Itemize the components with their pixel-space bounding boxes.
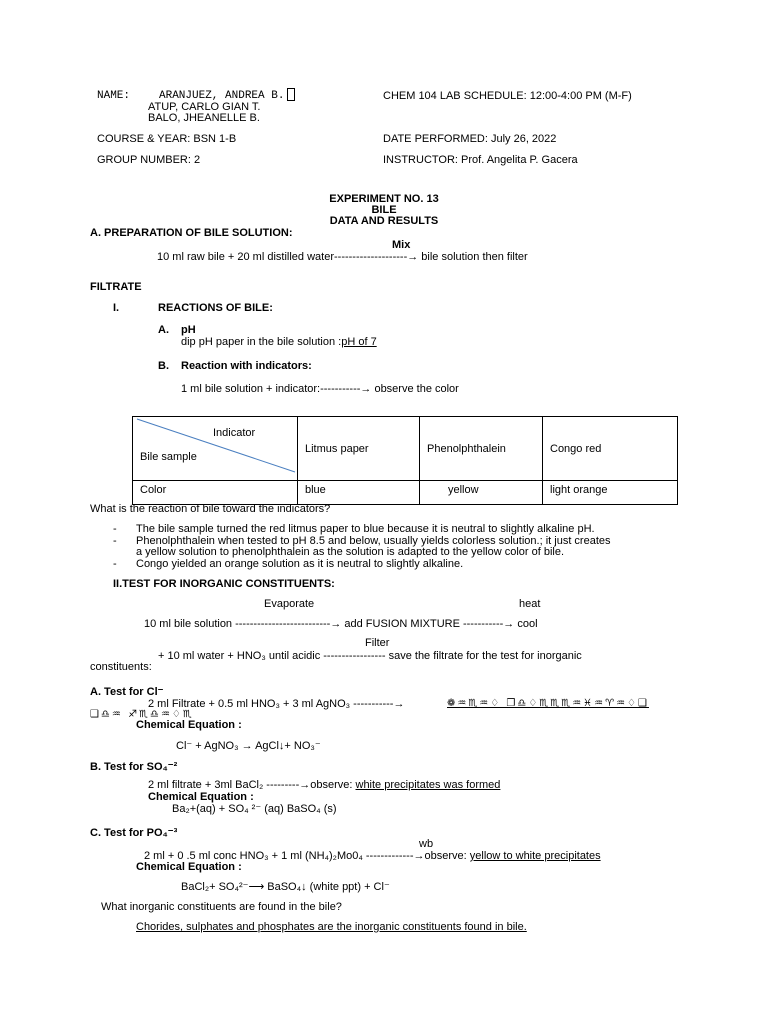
table-header-row: [133, 417, 678, 481]
test-cl-heading: A. Test for Cl⁻: [90, 686, 164, 698]
answer-3-line-1: Congo yielded an orange solution as it is neutral to slightly alkaline.: [136, 558, 464, 570]
test-cl-garbled-2: ❑♎♒ ♐♏♎♒♢♏: [90, 709, 194, 720]
mix-label: Mix: [392, 239, 411, 251]
instructor: INSTRUCTOR: Prof. Angelita P. Gacera: [383, 154, 578, 166]
cell-phenolphthalein: yellow: [420, 481, 543, 505]
bullet-dash: -: [113, 558, 117, 570]
group-number: GROUP NUMBER: 2: [97, 154, 201, 166]
section-title: DATA AND RESULTS: [329, 215, 439, 227]
ph-letter: A.: [158, 324, 169, 336]
test-cl-procedure: 2 ml Filtrate + 0.5 ml HNO₃ + 3 ml AgNO₃ -----------→: [148, 698, 405, 710]
experiment-title: EXPERIMENT NO. 13: [329, 193, 439, 205]
test-po4-heading: C. Test for PO₄⁻³: [90, 827, 178, 839]
test-so4-equation: Ba₂+(aq) + SO₄ ²⁻ (aq) BaSO₄ (s): [172, 803, 337, 815]
bullet-dash: -: [113, 523, 117, 535]
diagonal-bottom-label: Bile sample: [140, 451, 197, 463]
student-name-2: ATUP, CARLO GIAN T.: [148, 101, 261, 113]
test-cl-eq-label: Chemical Equation :: [136, 719, 242, 731]
row-label-color: Color: [133, 481, 298, 505]
test-po4-eq-label: Chemical Equation :: [136, 861, 242, 873]
part-a-procedure: 10 ml raw bile + 20 ml distilled water--------------------→ bile solution then filter: [157, 251, 528, 263]
reactions-heading: REACTIONS OF BILE:: [158, 302, 273, 314]
heat-label: heat: [519, 598, 541, 610]
cell-litmus: blue: [298, 481, 420, 505]
ph-label: pH: [181, 324, 196, 336]
filtrate-heading: FILTRATE: [90, 281, 142, 293]
indicator-label: Reaction with indicators:: [181, 360, 312, 372]
inorganic-line-1: 10 ml bile solution --------------------------→ add FUSION MIXTURE -----------→ cool: [144, 618, 538, 630]
ph-procedure: [181, 336, 377, 348]
indicator-procedure: 1 ml bile solution + indicator:-----------→ observe the color: [181, 383, 459, 395]
filter-label: Filter: [365, 637, 390, 649]
inorganic-line-2: + 10 ml water + HNO₃ until acidic ----------------- save the filtrate for the test for inorganic: [158, 650, 582, 662]
student-name-3: BALO, JHEANELLE B.: [148, 112, 260, 124]
date-performed: DATE PERFORMED: July 26, 2022: [383, 133, 557, 145]
header-congo-red: Congo red: [543, 417, 678, 481]
experiment-subject: BILE: [371, 204, 397, 216]
wb-label: wb: [419, 838, 434, 850]
test-po4-equation: BaCl₂+ SO₄²⁻⟶ BaSO₄↓ (white ppt) + Cl⁻: [181, 881, 390, 893]
name-label: NAME:: [97, 90, 131, 102]
test-cl-equation: Cl⁻ + AgNO₃ → AgCl↓+ NO₃⁻: [176, 740, 321, 752]
question-2: What inorganic constituents are found in the bile?: [101, 901, 342, 913]
text-cursor-box: [287, 88, 295, 101]
answer-1-line-1: The bile sample turned the red litmus paper to blue because it is neutral to slightly alkaline pH.: [136, 523, 595, 535]
part-a-heading: A. PREPARATION OF BILE SOLUTION:: [90, 227, 293, 239]
header-litmus: Litmus paper: [298, 417, 420, 481]
inorganic-heading: II.TEST FOR INORGANIC CONSTITUENTS:: [113, 578, 335, 590]
question-1: What is the reaction of bile toward the indicators?: [90, 503, 331, 515]
diagonal-top-label: Indicator: [213, 427, 256, 439]
test-so4-procedure-text: 2 ml filtrate + 3ml BaCl₂ ---------→observe:: [148, 779, 356, 791]
indicator-table: [132, 416, 678, 505]
test-so4-result: white precipitates was formed: [355, 779, 501, 791]
ph-procedure-text: dip pH paper in the bile solution :: [181, 336, 342, 348]
ph-result: pH of 7: [341, 336, 377, 348]
diagonal-header-cell: [133, 417, 298, 481]
student-name-1: ARANJUEZ, ANDREA B.: [159, 90, 285, 102]
evaporate-label: Evaporate: [264, 598, 315, 610]
reactions-numeral: I.: [113, 302, 120, 314]
indicator-letter: B.: [158, 360, 169, 372]
answer-2-line-1: Phenolphthalein when tested to pH 8.5 and below, usually yields colorless solution.; it just creates: [136, 535, 611, 547]
table-row: [133, 481, 678, 505]
bullet-dash: -: [113, 535, 117, 547]
test-po4-result: yellow to white precipitates: [469, 850, 601, 862]
test-po4-procedure-text: 2 ml + 0 .5 ml conc HNO₃ + 1 ml (NH₄)₂Mo0₄ -------------→observe:: [144, 850, 470, 862]
lab-schedule: CHEM 104 LAB SCHEDULE: 12:00-4:00 PM (M-F): [383, 90, 632, 102]
cell-congo-red: light orange: [543, 481, 678, 505]
header-phenolphthalein: Phenolphthalein: [420, 417, 543, 481]
course-year: COURSE & YEAR: BSN 1-B: [97, 133, 237, 145]
test-cl-garbled-1: ❁♒♏♒♢ ❐♎♢♏♏♏♒♓♒♈♒♢❑: [447, 698, 649, 709]
answer-2-line-2: a yellow solution to phenolphthalein as the solution is adapted to the yellow color of bile.: [136, 546, 565, 558]
test-so4-procedure: [148, 779, 500, 791]
answer-question-2: Chorides, sulphates and phosphates are the inorganic constituents found in bile.: [136, 921, 527, 933]
test-so4-eq-label: Chemical Equation :: [148, 791, 254, 803]
test-so4-heading: B. Test for SO₄⁻²: [90, 761, 178, 773]
inorganic-line-3: constituents:: [90, 661, 152, 673]
